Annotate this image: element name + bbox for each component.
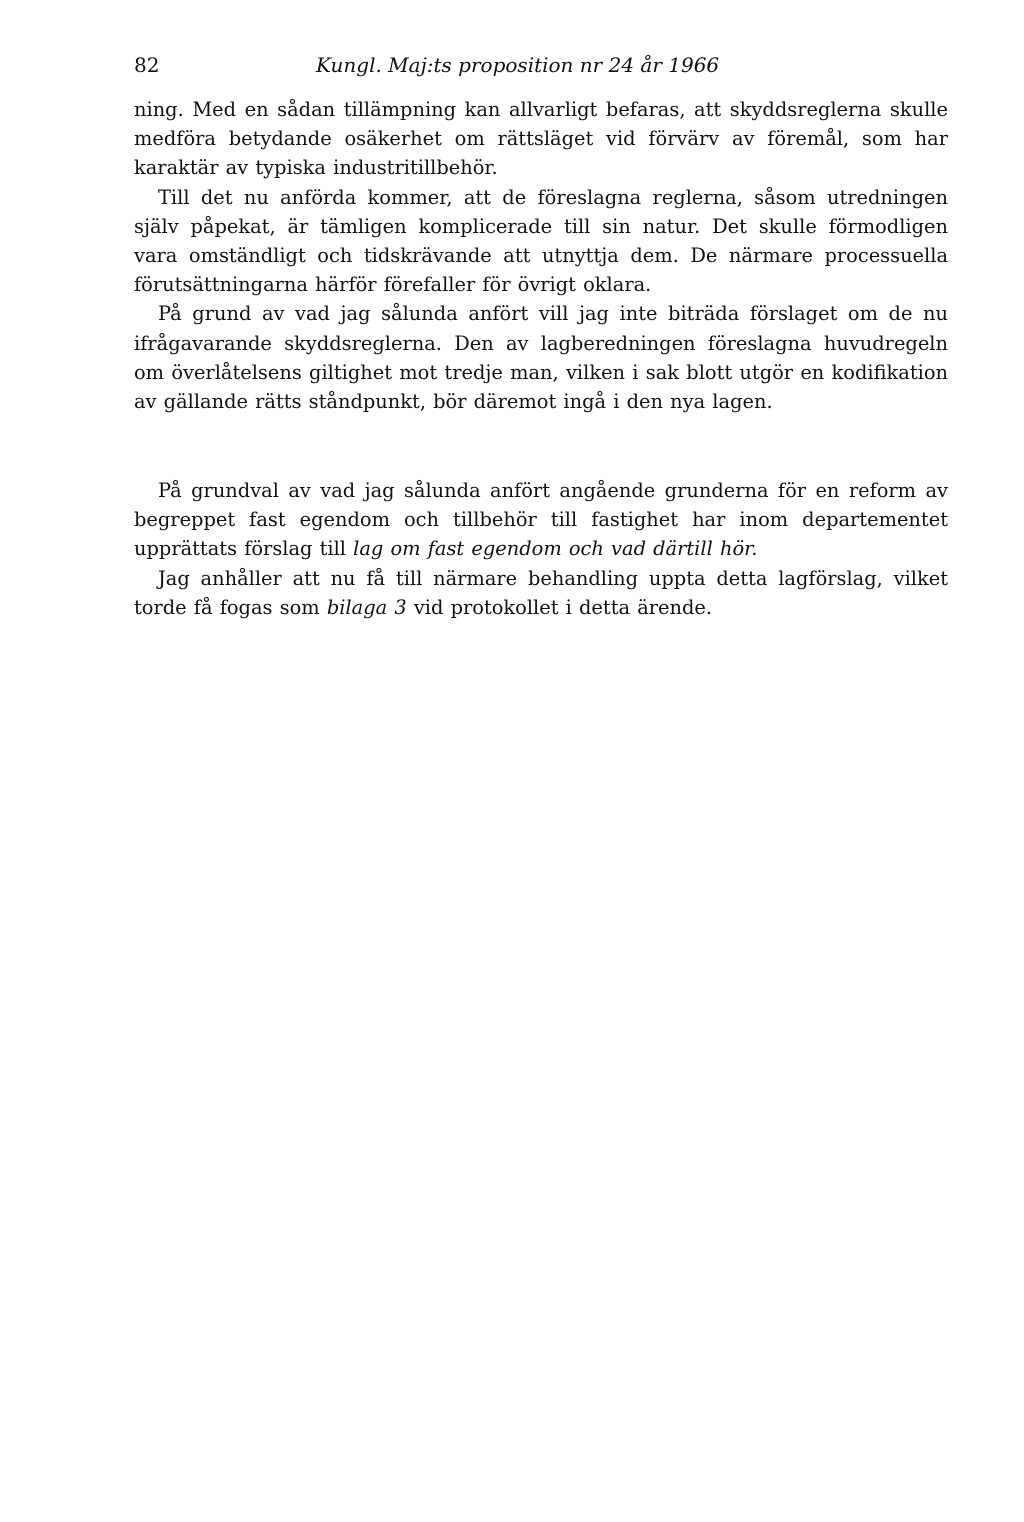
body-section-1 — [134, 95, 948, 416]
paragraph-proposal — [134, 476, 948, 564]
proposal-text: På grundval av vad jag sålunda anfört angående grunderna för en reform av begreppet fast egendom och tillbehör till fastighet har inom departementet upprättats förslag till — [134, 479, 948, 561]
paragraph-request — [134, 564, 948, 622]
law-title: lag om fast egendom och vad därtill hör. — [353, 537, 758, 561]
page-number: 82 — [134, 53, 160, 77]
page-header — [134, 50, 948, 80]
paragraph-continuation: ning. Med en sådan tillämpning kan allvarligt befaras, att skyddsreglerna skulle medföra betydande osäkerhet om rättsläget vid förvärv av föremål, som har karaktär av typiska industritillbehör. — [134, 98, 948, 180]
running-title: Kungl. Maj:ts proposition nr 24 år 1966 — [316, 53, 720, 77]
appendix-reference: bilaga 3 — [326, 595, 407, 619]
paragraph-conclusion: På grund av vad jag sålunda anfört vill jag inte biträda förslaget om de nu ifrågavarande skyddsreglerna. Den av lagberedningen föreslagna huvudregeln om överlåtelsens giltighet mot tredje man, vilken i sak blott utgör en kodifikation av gällande rätts ståndpunkt, bör däremot ingå i den nya lagen. — [134, 302, 948, 414]
request-text: Jag anhåller att nu få till närmare behandling uppta detta lagförslag, vilket torde få fogas som — [134, 566, 948, 619]
body-section-2 — [134, 476, 948, 622]
paragraph-complexity: Till det nu anförda kommer, att de föreslagna reglerna, såsom utredningen själv påpekat, är tämligen komplicerade till sin natur. Det skulle förmodligen vara omständligt och tidskrävande att utnyttja dem. De närmare processuella förutsättningarna härför förefaller för övrigt oklara. — [134, 185, 948, 297]
request-text-end: vid protokollet i detta ärende. — [406, 595, 713, 619]
